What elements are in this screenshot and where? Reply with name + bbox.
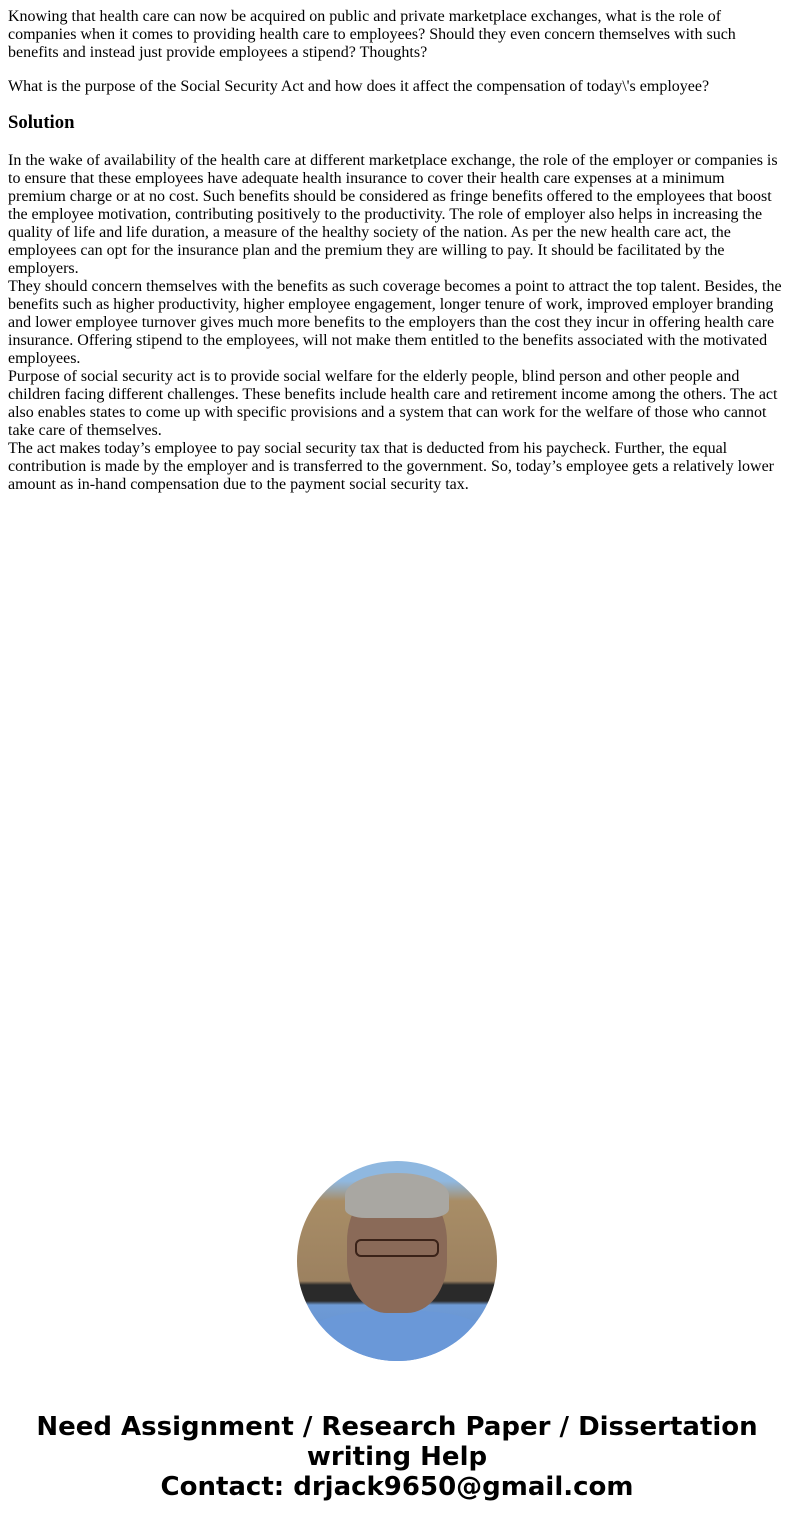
document-content [0,8,794,494]
avatar-glasses [355,1239,439,1257]
help-text: Need Assignment / Research Paper / Dissertation writing Help [36,1412,758,1472]
question-paragraph: Knowing that health care can now be acquired on public and private marketplace exchanges, what is the role of companies when it comes to providing health care to employees? Should they even concern themselves with such benefits and instead just provide employees a stipend? Thoughts? [8,8,736,61]
answer-paragraph: Purpose of social security act is to provide social welfare for the elderly people, blind person and other people and children facing different challenges. These benefits include health care and retirement income among the others. The act also enables states to come up with specific provisions and a system that can work for the welfare of those who cannot take care of themselves. [8,368,778,439]
solution-heading: Solution [8,112,75,133]
answer-paragraph: They should concern themselves with the benefits as such coverage becomes a point to attract the top talent. Besides, the benefits such as higher productivity, higher employee engagement, longer tenure of work, improved employer branding and lower employee turnover gives much more benefits to the employers than the cost they incur in offering health care insurance. Offering stipend to the employees, will not make them entitled to the benefits associated with the motivated employees. [8,278,782,367]
question-paragraph: What is the purpose of the Social Security Act and how does it affect the compensation of today\'s employee? [8,78,710,95]
avatar-hair [345,1173,449,1218]
contact-banner [0,1412,794,1502]
contact-email: Contact: drjack9650@gmail.com [160,1472,634,1502]
answer-paragraph: The act makes today’s employee to pay social security tax that is deducted from his paycheck. Further, the equal contribution is made by the employer and is transferred to the government. So, today’s employee gets a relatively lower amount as in-hand compensation due to the payment social security tax. [8,440,775,493]
avatar-shirt [307,1311,487,1361]
answer-paragraph: In the wake of availability of the health care at different marketplace exchange, the role of the employer or companies is to ensure that these employees have adequate health insurance to cover their health care expenses at a minimum premium charge or at no cost. Such benefits should be considered as fringe benefits offered to the employees that boost the employee motivation, contributing positively to the productivity. The role of employer also helps in increasing the quality of life and life duration, a measure of the healthy society of the nation. As per the new health care act, the employees can opt for the insurance plan and the premium they are willing to pay. It should be facilitated by the employers. [8,152,778,277]
author-avatar [297,1161,497,1361]
